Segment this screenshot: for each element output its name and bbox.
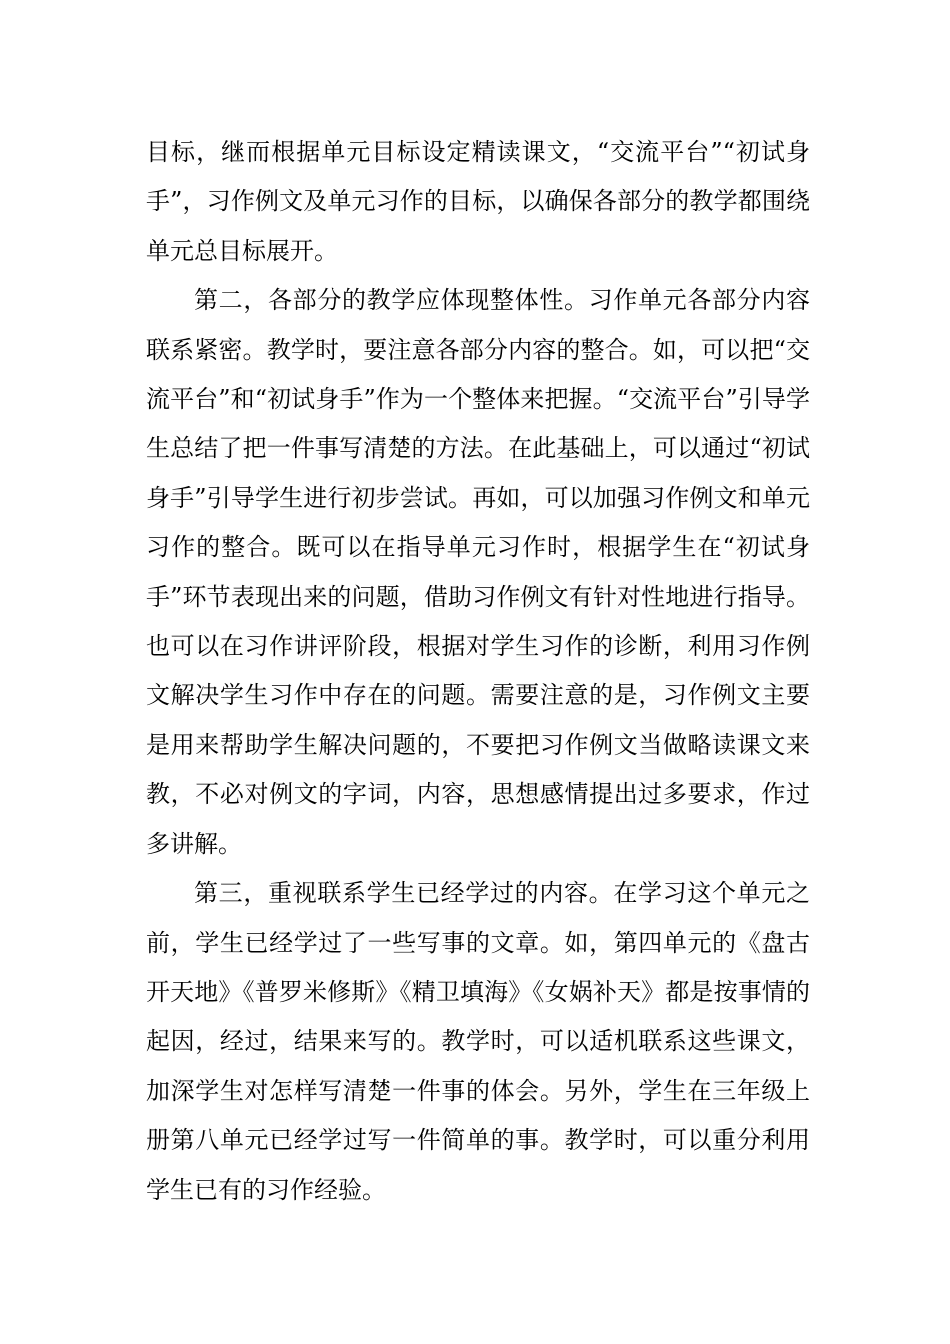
document-body [146,128,810,1215]
paragraph-continuation: 目标，继而根据单元目标设定精读课文，“交流平台”“初试身手”，习作例文及单元习作的目标，以确保各部分的教学都围绕单元总目标展开。 [146,138,810,265]
paragraph-third-point: 第三，重视联系学生已经学过的内容。在学习这个单元之前，学生已经学过了一些写事的文章。如，第四单元的《盘古开天地》《普罗米修斯》《精卫填海》《女娲补天》都是按事情的起因，经过，结果来写的。教学时，可以适机联系这些课文，加深学生对怎样写清楚一件事的体会。另外，学生在三年级上册第八单元已经学过写一件简单的事。教学时，可以重分利用学生已有的习作经验。 [146,879,810,1204]
paragraph-second-point: 第二，各部分的教学应体现整体性。习作单元各部分内容联系紧密。教学时，要注意各部分内容的整合。如，可以把“交流平台”和“初试身手”作为一个整体来把握。“交流平台”引导学生总结了把一件事写清楚的方法。在此基础上，可以通过“初试身手”引导学生进行初步尝试。再如，可以加强习作例文和单元习作的整合。既可以在指导单元习作时，根据学生在“初试身手”环节表现出来的问题，借助习作例文有针对性地进行指导。也可以在习作讲评阶段，根据对学生习作的诊断，利用习作例文解决学生习作中存在的问题。需要注意的是，习作例文主要是用来帮助学生解决问题的，不要把习作例文当做略读课文来教，不必对例文的字词，内容，思想感情提出过多要求，作过多讲解。 [146,286,810,858]
